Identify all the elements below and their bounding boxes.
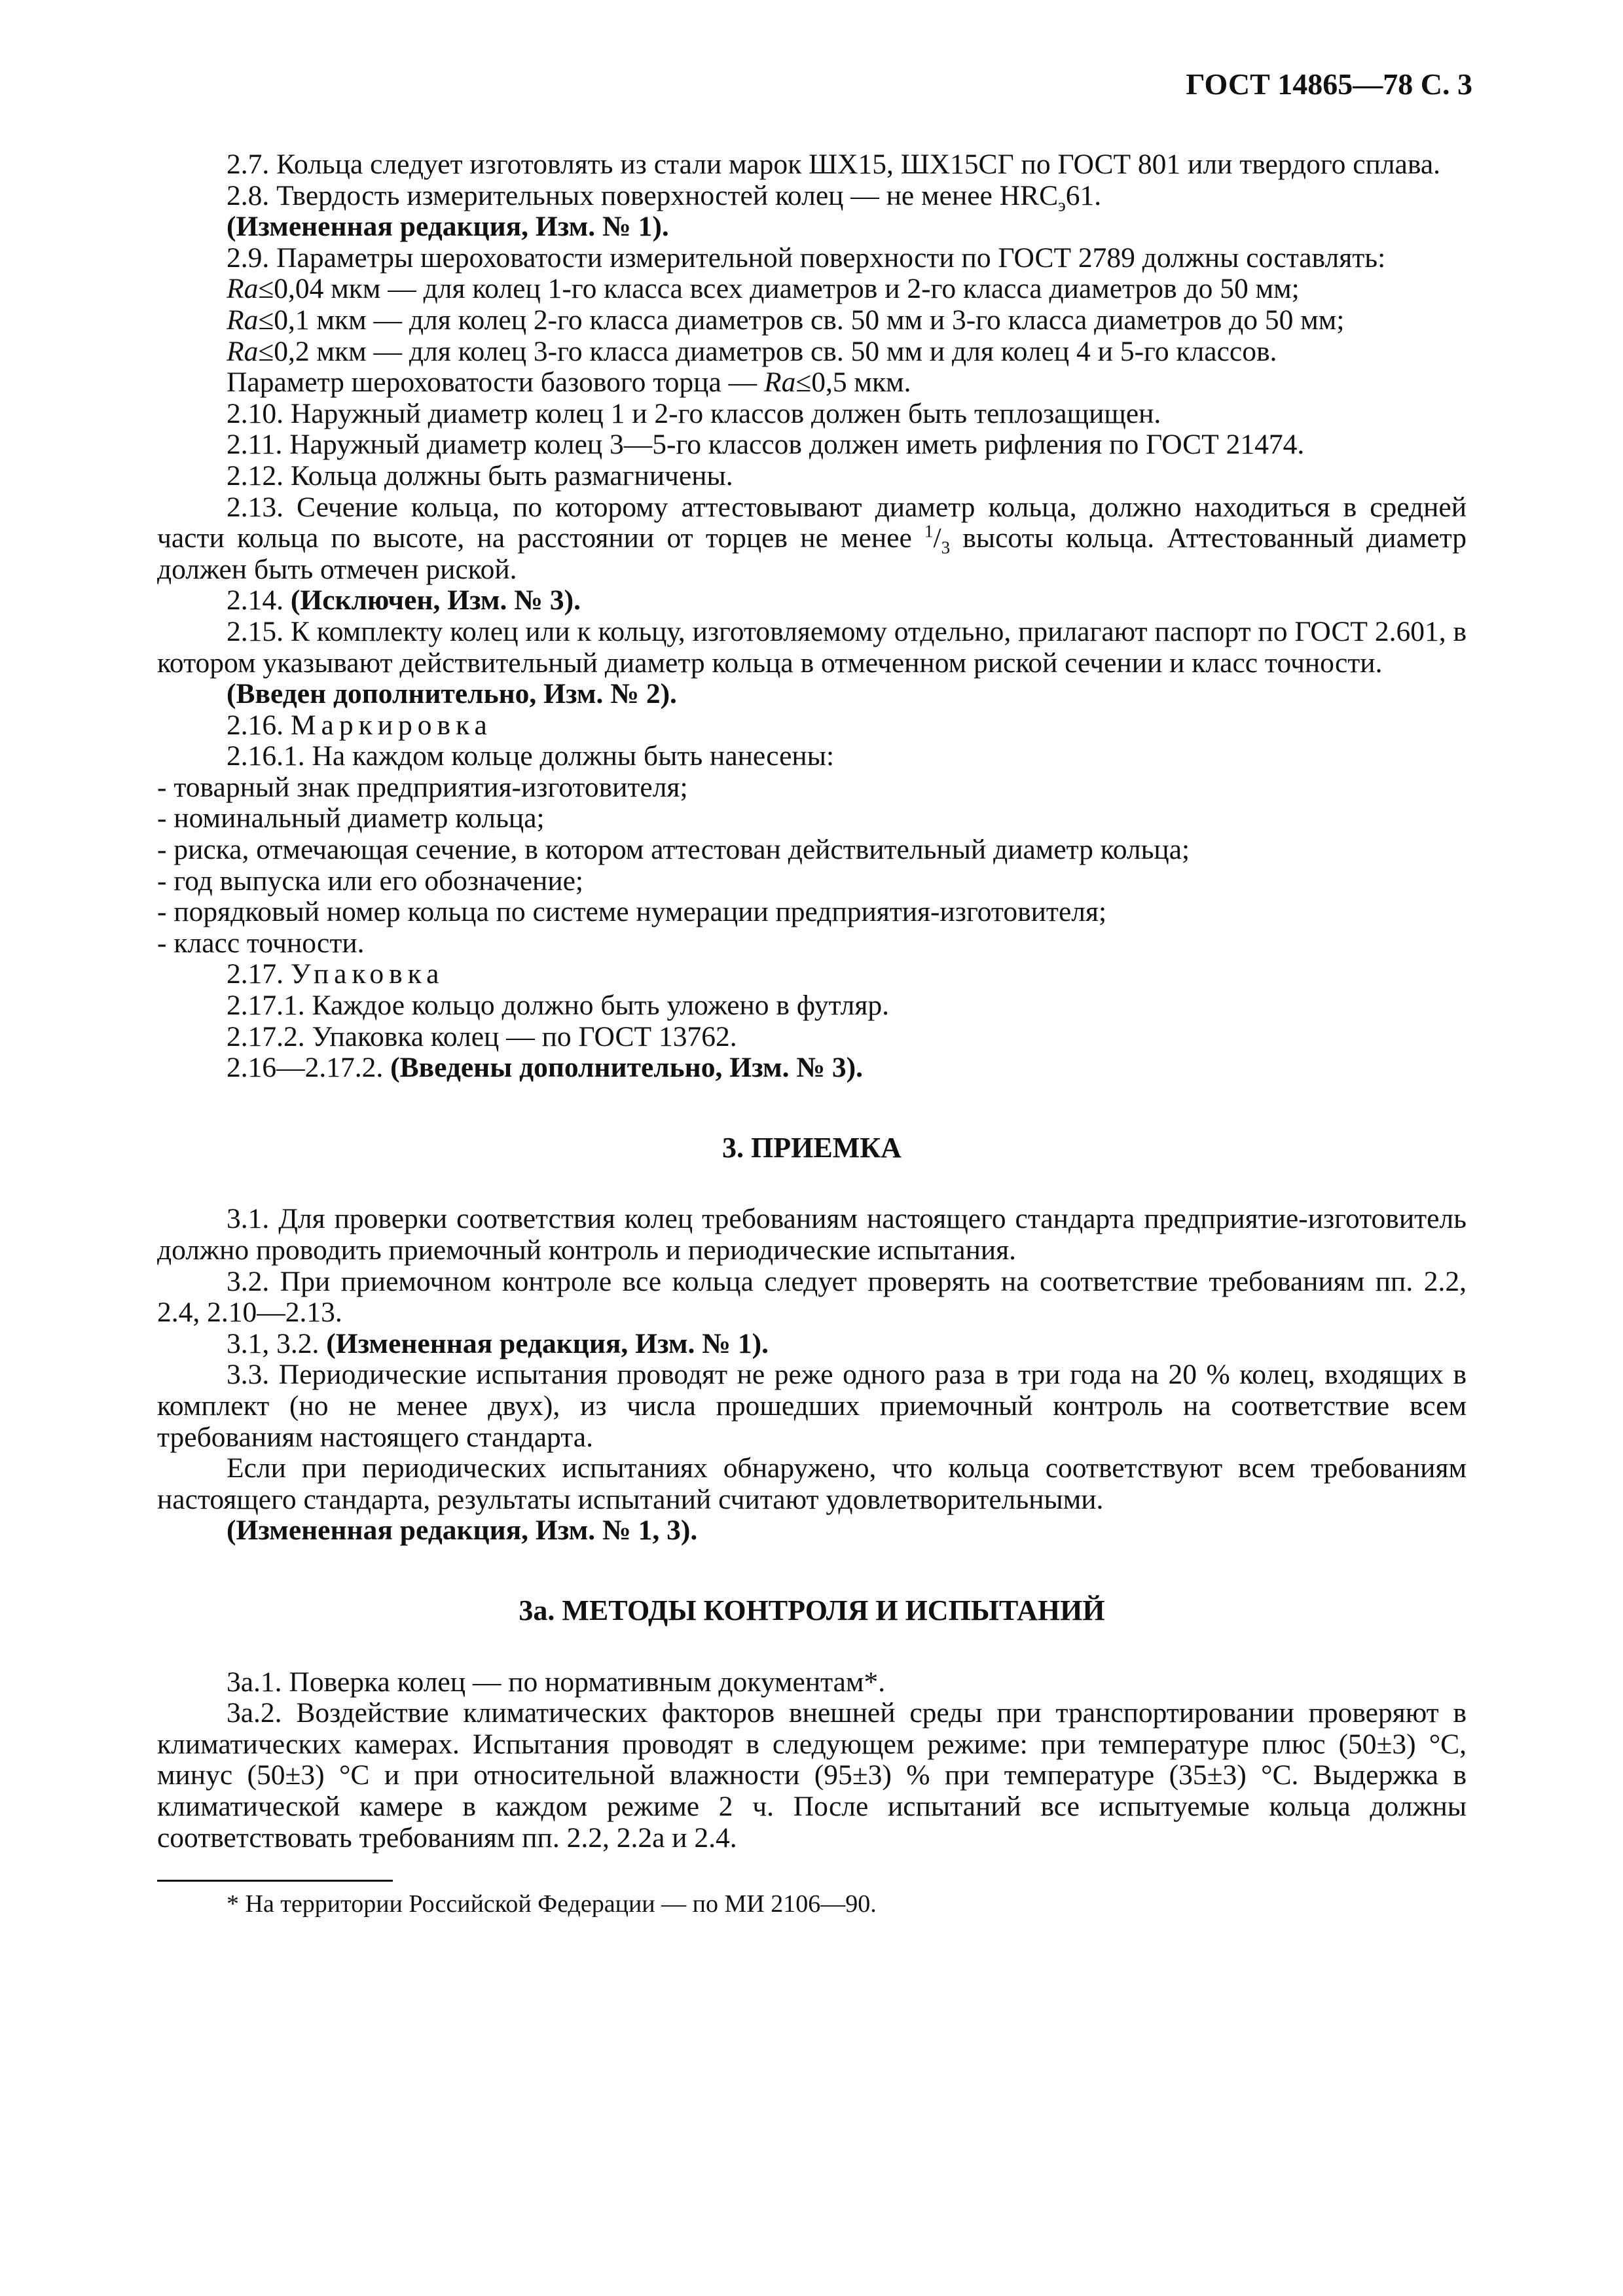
paragraph-2-17-2: 2.17.2. Упаковка колец — по ГОСТ 13762. — [227, 1020, 737, 1052]
amendment-note: (Измененная редакция, Изм. № 1). — [227, 211, 669, 243]
roughness-line: Ra≤0,1 мкм — для колец 2-го класса диаметров св. 50 мм и 3-го класса диаметров до 50 мм; — [227, 304, 1345, 336]
footnote: * На территории Российской Федерации — по МИ 2106—90. — [227, 1890, 877, 1918]
roughness-line: Параметр шероховатости базового торца — Ra≤0,5 мкм. — [227, 367, 911, 399]
footnote-divider — [157, 1880, 393, 1882]
paragraph-3-1: 3.1. Для проверки соответствия колец требованиям настоящего стандарта предприятие-изготовитель должно проводить приемочный контроль и периодические испытания. — [157, 1203, 1467, 1266]
section-title-test-methods: 3а. МЕТОДЫ КОНТРОЛЯ И ИСПЫТАНИЙ — [519, 1594, 1105, 1626]
amendment-note: (Измененная редакция, Изм. № 1, 3). — [227, 1515, 698, 1547]
paragraph-2-12: 2.12. Кольца должны быть размагничены. — [227, 459, 733, 492]
document-body — [157, 149, 1467, 1918]
amendment-note: 3.1, 3.2. (Измененная редакция, Изм. № 1). — [227, 1327, 769, 1359]
roughness-line: Ra≤0,2 мкм — для колец 3-го класса диаметров св. 50 мм и для колец 4 и 5-го классов. — [227, 335, 1277, 367]
heading-packaging: 2.17. Упаковка — [227, 958, 445, 990]
paragraph-3-3: 3.3. Периодические испытания проводят не реже одного раза в три года на 20 % колец, входящих в комплект (но не менее двух), из числа прошедших приемочный контроль на соответствие всем требованиям настоящего стандарта. — [157, 1359, 1467, 1453]
paragraph-2-7: 2.7. Кольца следует изготовлять из стали марок ШХ15, ШХ15СГ по ГОСТ 801 или твердого сплава. — [227, 149, 1440, 180]
paragraph-2-13: 2.13. Сечение кольца, по которому аттестовывают диаметр кольца, должно находиться в средней части кольца по высоте, на расстоянии от торцев не менее $^1/_3$ высоты кольца. Аттестованный диаметр должен быть отмечен риской. — [157, 491, 1467, 585]
paragraph-2-9: 2.9. Параметры шероховатости измерительной поверхности по ГОСТ 2789 должны составлять: — [227, 242, 1386, 274]
paragraph-2-10: 2.10. Наружный диаметр колец 1 и 2-го классов должен быть теплозащищен. — [227, 397, 1161, 429]
list-item: - год выпуска или его обозначение; — [157, 865, 584, 897]
paragraph-3-3-b: Если при периодических испытаниях обнаружено, что кольца соответствуют всем требованиям настоящего стандарта, результаты испытаний считают удовлетворительными. — [157, 1452, 1467, 1515]
section-title-acceptance: 3. ПРИЕМКА — [722, 1131, 902, 1164]
paragraph-2-14: 2.14. (Исключен, Изм. № 3). — [227, 584, 581, 617]
list-item: - номинальный диаметр кольца; — [157, 802, 545, 834]
amendment-note: 2.16—2.17.2. (Введены дополнительно, Изм. № 3). — [227, 1052, 864, 1084]
page-header: ГОСТ 14865—78 С. 3 — [1186, 67, 1472, 101]
paragraph-3-2: 3.2. При приемочном контроле все кольца следует проверять на соответствие требованиям пп. 2.2, 2.4, 2.10—2.13. — [157, 1265, 1467, 1329]
list-item: - класс точности. — [157, 927, 365, 959]
heading-marking: 2.16. Маркировка — [227, 709, 492, 741]
paragraph-2-8: 2.8. Твердость измерительных поверхностей колец — не менее $HRC_э61$. — [227, 179, 1102, 215]
paragraph-2-15: 2.15. К комплекту колец или к кольцу, изготовляемому отдельно, прилагают паспорт по ГОСТ 2.601, в котором указывают действительный диаметр кольца в отмеченном риской сечении и класс точности. — [157, 615, 1467, 679]
paragraph-2-16-1: 2.16.1. На каждом кольце должны быть нанесены: — [227, 740, 835, 772]
amendment-note: (Введен дополнительно, Изм. № 2). — [227, 678, 677, 710]
paragraph-3a-1: 3а.1. Поверка колец — по нормативным документам*. — [227, 1666, 886, 1698]
paragraph-2-17-1: 2.17.1. Каждое кольцо должно быть уложено в футляр. — [227, 990, 889, 1022]
paragraph-2-11: 2.11. Наружный диаметр колец 3—5-го классов должен иметь рифления по ГОСТ 21474. — [227, 429, 1305, 461]
list-item: - товарный знак предприятия-изготовителя; — [157, 771, 688, 803]
list-item: - порядковый номер кольца по системе нумерации предприятия-изготовителя; — [157, 896, 1107, 928]
list-item: - риска, отмечающая сечение, в котором аттестован действительный диаметр кольца; — [157, 834, 1190, 866]
roughness-line: Ra≤0,04 мкм — для колец 1-го класса всех диаметров и 2-го класса диаметров до 50 мм; — [227, 273, 1300, 305]
paragraph-3a-2: 3а.2. Воздействие климатических факторов внешней среды при транспортировании проверяют в климатических камерах. Испытания проводят в следующем режиме: при температуре плюс (50±3) °С, минус (50±3) °С и при относительной влажности (95±3) % при температуре (35±3) °С. Выдержка в климатической камере в каждом режиме 2 ч. После испытаний все испытуемые кольца должны соответствовать требованиям пп. 2.2, 2.2а и 2.4. — [157, 1697, 1467, 1854]
